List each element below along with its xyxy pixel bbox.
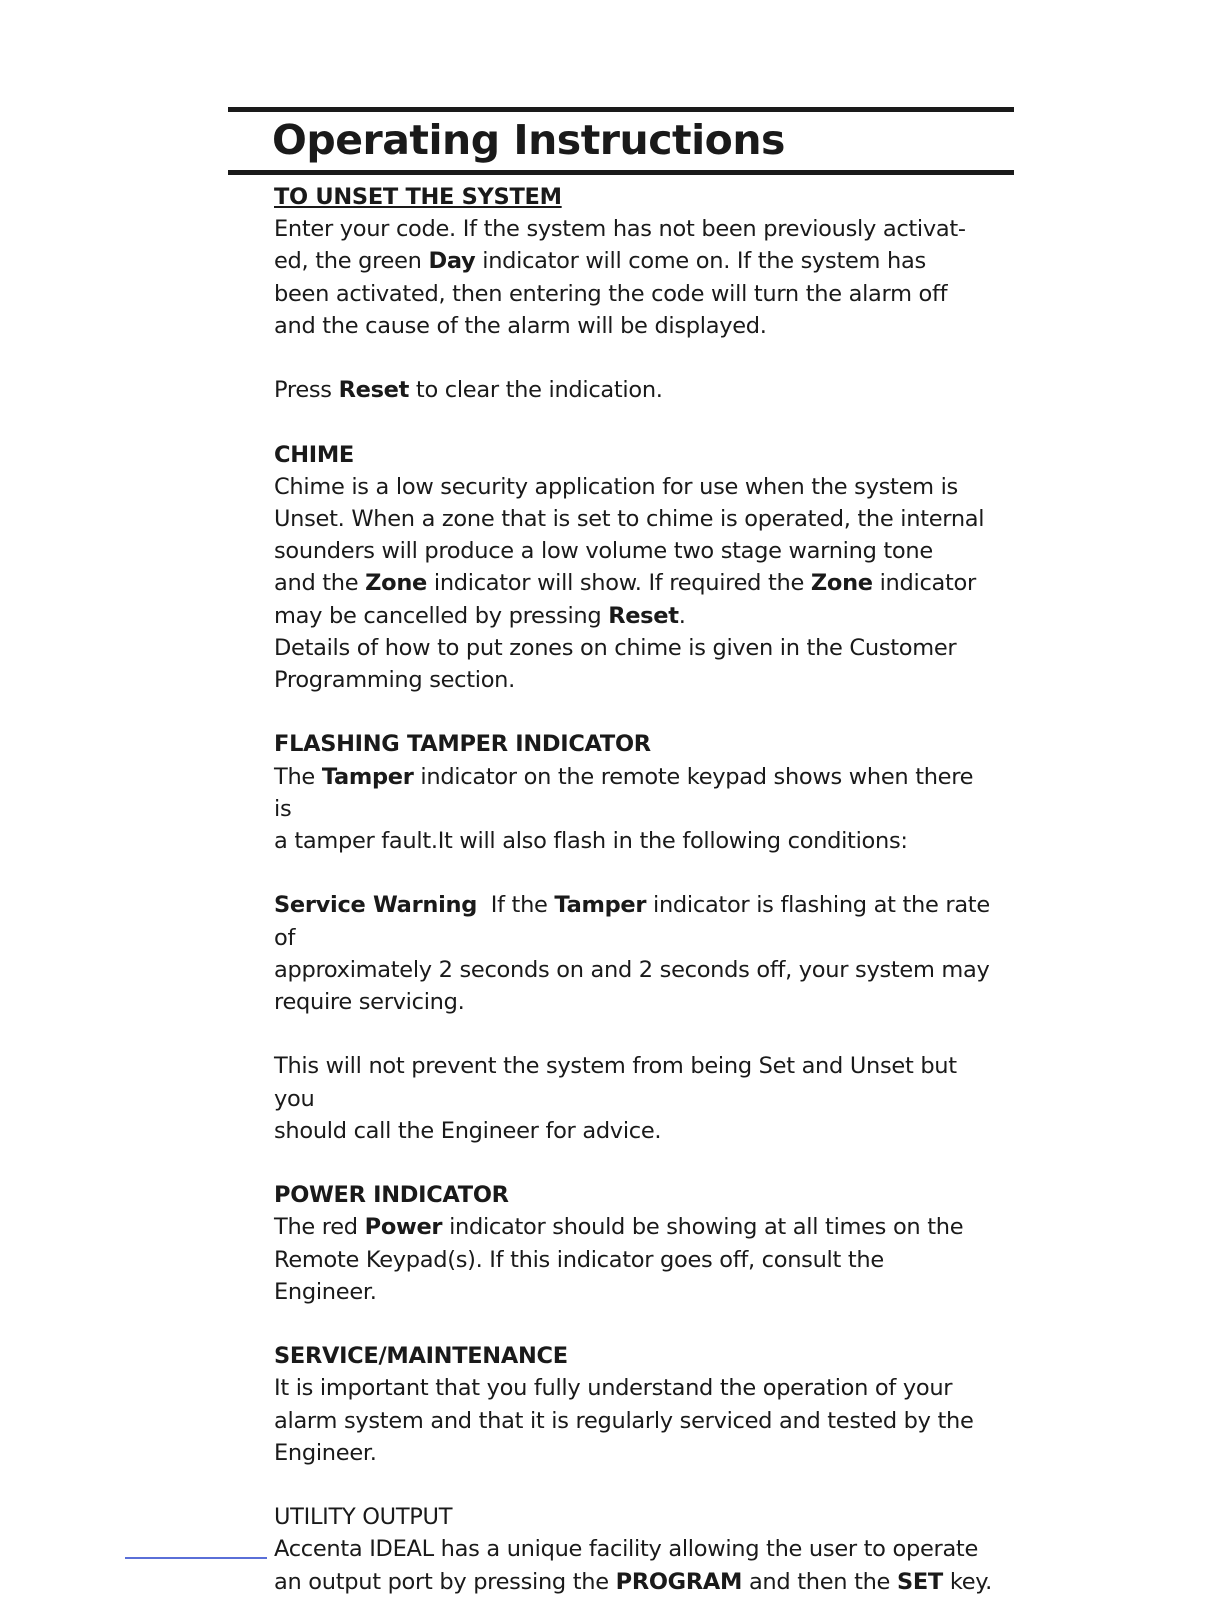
reset-label: Reset: [338, 377, 410, 404]
footer-line: [125, 1557, 267, 1559]
text-line: Engineer.: [274, 1439, 377, 1466]
text-line: and the Zone indicator will show. If required the Zone indicator: [274, 570, 976, 597]
section-heading-service: SERVICE/MAINTENANCE: [274, 1343, 568, 1370]
day-indicator-label: Day: [428, 248, 476, 275]
text-line: been activated, then entering the code will turn the alarm off: [274, 280, 948, 307]
text-line: This will not prevent the system from being Set and Unset but you: [274, 1053, 957, 1112]
chime-paragraph: [274, 471, 994, 696]
text-line: Chime is a low security application for use when the system is: [274, 473, 958, 500]
utility-paragraph: [274, 1533, 994, 1597]
text-line: and the cause of the alarm will be displayed.: [274, 312, 767, 339]
text-line: Remote Keypad(s). If this indicator goes off, consult the: [274, 1246, 884, 1273]
bottom-rule: [228, 170, 1014, 175]
set-key-label: SET: [896, 1568, 943, 1595]
zone-label: Zone: [365, 570, 428, 597]
section-heading-chime: CHIME: [274, 441, 354, 468]
text-line: Details of how to put zones on chime is given in the Customer: [274, 634, 957, 661]
reset-label: Reset: [608, 602, 679, 629]
text-line: alarm system and that it is regularly serviced and tested by the: [274, 1407, 974, 1434]
reset-instruction: Press Reset to clear the indication.: [274, 377, 663, 404]
text-line: Accenta IDEAL has a unique facility allowing the user to operate: [274, 1536, 978, 1563]
document-body: [274, 181, 994, 1598]
text-line: It is important that you fully understand the operation of your: [274, 1375, 953, 1402]
text-line: should call the Engineer for advice.: [274, 1117, 662, 1144]
section-heading-tamper: FLASHING TAMPER INDICATOR: [274, 731, 651, 758]
zone-label: Zone: [810, 570, 873, 597]
service-warning-paragraph: [274, 889, 994, 1018]
text-line: Enter your code. If the system has not been previously activat-: [274, 216, 966, 243]
section-heading-utility: UTILITY OUTPUT: [274, 1504, 453, 1531]
text-line: an output port by pressing the PROGRAM and then the SET key.: [274, 1568, 992, 1595]
text-line: Unset. When a zone that is set to chime is operated, the internal: [274, 506, 985, 532]
power-label: Power: [364, 1214, 443, 1241]
text-line: require servicing.: [274, 989, 465, 1016]
unset-paragraph: [274, 213, 994, 342]
tamper-label: Tamper: [554, 892, 647, 919]
text-line: Engineer.: [274, 1278, 377, 1305]
section-heading-power: POWER INDICATOR: [274, 1182, 509, 1209]
text-line: approximately 2 seconds on and 2 seconds off, your system may: [274, 956, 990, 983]
text-line: The Tamper indicator on the remote keypad shows when there is: [274, 763, 974, 822]
text-line: may be cancelled by pressing Reset.: [274, 602, 686, 629]
text-line: a tamper fault.It will also flash in the following conditions:: [274, 828, 908, 855]
text-line: Service Warning If the Tamper indicator is flashing at the rate of: [274, 892, 990, 951]
tamper-paragraph: [274, 761, 994, 858]
service-paragraph: [274, 1372, 994, 1469]
engineer-note-paragraph: [274, 1050, 994, 1147]
page-title: Operating Instructions: [272, 116, 785, 164]
text-line: sounders will produce a low volume two stage warning tone: [274, 538, 933, 565]
text-line: ed, the green Day indicator will come on. If the system has: [274, 248, 926, 275]
program-key-label: PROGRAM: [615, 1568, 743, 1595]
service-warning-label: Service Warning: [274, 892, 478, 919]
text-line: The red Power indicator should be showing at all times on the: [274, 1214, 964, 1241]
power-paragraph: [274, 1211, 994, 1308]
tamper-label: Tamper: [321, 763, 414, 790]
text-line: Programming section.: [274, 667, 515, 694]
section-heading-unset: TO UNSET THE SYSTEM: [274, 184, 562, 210]
